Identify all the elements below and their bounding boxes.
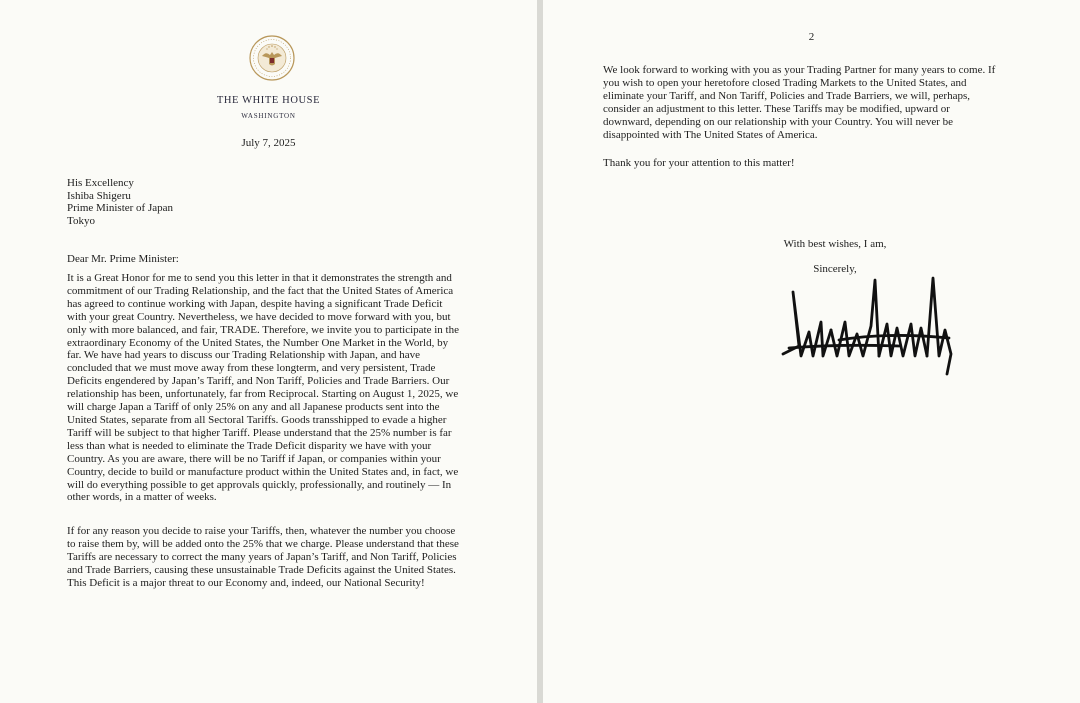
- text-line: will do everything possible to get approvals quickly, professionally, and routinely — In: [67, 478, 452, 491]
- text-line: less than what is needed to eliminate the Trade Deficit disparity we have with your: [67, 439, 432, 452]
- page-number: 2: [808, 31, 815, 43]
- address-line: Tokyo: [67, 214, 95, 227]
- text-line: eliminate your Tariff, and Non Tariff, Policies and Trade Barriers, we will, perhaps,: [603, 89, 970, 102]
- body-paragraph-2: [67, 525, 487, 590]
- text-line: This Deficit is a major threat to our Economy and, indeed, our National Security!: [67, 576, 425, 589]
- text-line: only with more balanced, and fair, TRADE. Therefore, we invite you to participate in the: [67, 323, 459, 336]
- text-line: We look forward to working with you as your Trading Partner for many years to come. If: [603, 64, 996, 76]
- text-line: other words, in a matter of weeks.: [67, 491, 217, 504]
- text-line: Tariff will be subject to that higher Tariff. Please understand that the 25% number is far: [67, 426, 452, 439]
- letterhead-title: THE WHITE HOUSE: [216, 95, 321, 106]
- text-line: Country, decide to build or manufacture product within the United States and, in fact, we: [67, 465, 459, 478]
- salutation: Dear Mr. Prime Minister:: [67, 253, 179, 265]
- text-line: with your great Country. Nevertheless, we have decided to move forward with you, but: [67, 310, 451, 323]
- recipient-address: [67, 177, 173, 227]
- letter-date: July 7, 2025: [241, 137, 296, 149]
- sign-off: Sincerely,: [813, 263, 857, 275]
- text-line: concluded that we must move away from these longterm, and very persistent, Trade: [67, 362, 436, 375]
- text-line: to raise them by, will be added onto the 25% that we charge. Please understand that these: [67, 537, 459, 550]
- text-line: It is a Great Honor for me to send you this letter in that it demonstrates the strength and: [67, 272, 452, 284]
- text-line: has agreed to continue working with Japan, despite having a significant Trade Deficit: [67, 297, 443, 310]
- text-line: downward, depending on our relationship with your Country. You will never be: [603, 115, 954, 128]
- text-line: United States, separate from all Sectoral Tariffs. Goods transshipped to evade a higher: [67, 413, 447, 426]
- thanks-line: Thank you for your attention to this matter!: [603, 157, 795, 169]
- letter-page-1: [0, 0, 537, 703]
- text-line: consider an adjustment to this letter. These Tariffs may be modified, upward or: [603, 102, 950, 115]
- handwritten-signature: [779, 274, 959, 378]
- text-line: you wish to open your heretofore closed Trading Markets to the United States, and: [603, 76, 967, 89]
- presidential-seal-icon: [248, 34, 296, 82]
- closing-line: With best wishes, I am,: [783, 238, 887, 250]
- text-line: will charge Japan a Tariff of only 25% on any and all Japanese products sent into the: [67, 401, 440, 414]
- text-line: Tariffs are necessary to correct the many years of Japan’s Tariff, and Non Tariff, Policies: [67, 550, 457, 563]
- text-line: disappointed with The United States of America.: [603, 128, 818, 141]
- address-line: Prime Minister of Japan: [67, 202, 174, 214]
- text-line: and Trade Barriers, causing these unsustainable Trade Deficits against the United States.: [67, 563, 456, 576]
- text-line: If for any reason you decide to raise your Tariffs, then, whatever the number you choose: [67, 525, 456, 537]
- text-line: Country. As you are aware, there will be no Tariff if Japan, or companies within your: [67, 452, 441, 465]
- address-line: Ishiba Shigeru: [67, 189, 131, 202]
- address-line: His Excellency: [67, 177, 134, 189]
- text-line: Deficits engendered by Japan’s Tariff, and Non Tariff, Policies and Trade Barriers. Our: [67, 375, 450, 388]
- text-line: far. We have had years to discuss our Trading Relationship with Japan, and have: [67, 349, 420, 362]
- text-line: relationship has been, unfortunately, far from Reciprocal. Starting on August 1, 2025, we: [67, 388, 459, 401]
- letterhead-subtitle: WASHINGTON: [241, 112, 296, 120]
- body-paragraph-1: [67, 272, 487, 504]
- body-paragraph-3: [603, 64, 1043, 141]
- text-line: extraordinary Economy of the United States, the Number One Market in the World, by: [67, 336, 449, 349]
- letter-page-2: [543, 0, 1080, 703]
- text-line: commitment of our Trading Relationship, and the fact that the United States of America: [67, 284, 454, 297]
